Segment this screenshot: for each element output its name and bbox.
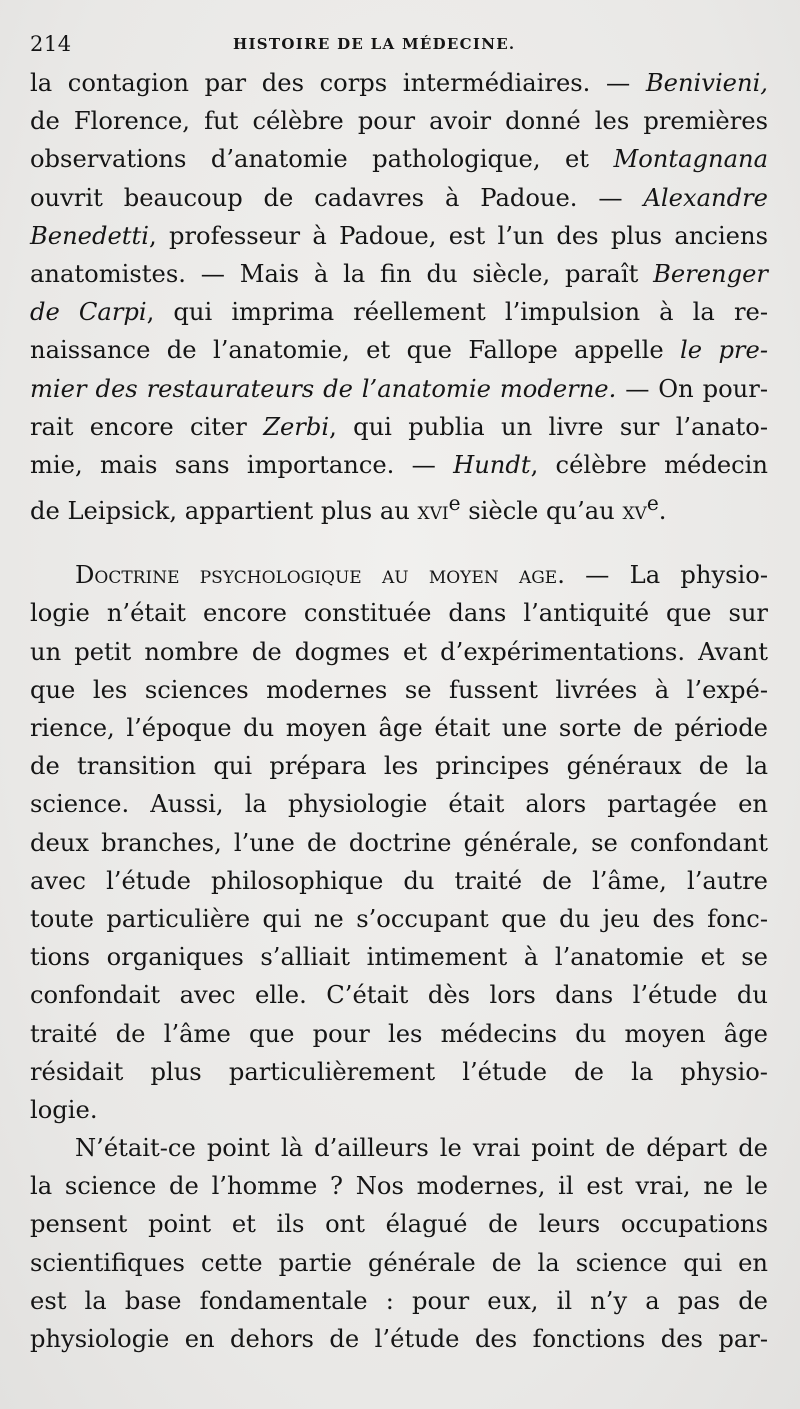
text-line: naissance de l’anatomie, et que Fallope appelle le pre- [30, 336, 768, 365]
name-benivieni: Benivieni, [645, 69, 768, 97]
text-line: de Leipsick, appartient plus au xvi$^e$ siècle qu’au $xv^e$. [30, 491, 667, 526]
name-montagnana: Montagnana [613, 145, 768, 174]
section-heading: Doctrine psychologique au moyen age. [75, 561, 565, 590]
text-line: la science de l’homme ? Nos modernes, il est vrai, ne le [30, 1172, 768, 1201]
text-line: rience, l’époque du moyen âge était une sorte de période [30, 714, 768, 742]
text-line: rait encore citer Zerbi, qui publia un livre sur l’anato- [30, 412, 768, 441]
running-title: HISTOIRE DE LA MÉDECINE. [233, 35, 516, 53]
text-line: est la base fondamentale : pour eux, il n’y a pas de [30, 1286, 768, 1315]
text-line: résidait plus particulièrement l’étude de la physio- [30, 1057, 768, 1086]
text-line: physiologie en dehors de l’étude des fonctions des par- [30, 1325, 768, 1353]
text-line: logie. [30, 1095, 98, 1124]
text-line: scientifiques cette partie générale de la science qui en [30, 1248, 768, 1277]
body-text [30, 64, 768, 1358]
text-line: pensent point et ils ont élagué de leurs occupations [30, 1210, 768, 1239]
name-alexandre: Alexandre [643, 183, 768, 212]
name-benedetti: Benedetti [30, 221, 149, 250]
name-zerbi: Zerbi [263, 412, 330, 441]
text-line: que les sciences modernes se fussent livrées à l’expé- [30, 675, 768, 704]
paragraph-anatomists [30, 64, 768, 526]
page-number: 214 [30, 32, 72, 56]
text-line: deux branches, l’une de doctrine générale, se confondant [30, 828, 768, 857]
name-berenger: Berenger [653, 259, 768, 288]
text-line: traité de l’âme que pour les médecins du moyen âge [30, 1019, 768, 1048]
text-line: mie, mais sans importance. — Hundt, célèbre médecin [30, 450, 768, 479]
text-line: confondait avec elle. C’était dès lors dans l’étude du [30, 981, 768, 1010]
text-line: logie n’était encore constituée dans l’antiquité que sur [30, 599, 768, 628]
running-head [30, 28, 770, 62]
text-line: N’était-ce point là d’ailleurs le vrai point de départ de [75, 1134, 768, 1163]
text-line: anatomistes. — Mais à la fin du siècle, paraît Berenger [30, 259, 768, 288]
text-line: science. Aussi, la physiologie était alors partagée en [30, 790, 768, 819]
text-line: ouvrit beaucoup de cadavres à Padoue. — Alexandre [30, 183, 768, 212]
century-16: xvi [417, 497, 449, 526]
text-line: avec l’étude philosophique du traité de l’âme, l’autre [30, 866, 768, 895]
text-line: la contagion par des corps intermédiaires. — Benivieni, [30, 69, 768, 97]
name-de-carpi: de Carpi [30, 298, 147, 327]
text-line: de transition qui prépara les principes généraux de la [30, 752, 768, 781]
quote-fallope-start: le pre- [680, 336, 768, 365]
text-line: de Carpi, qui imprima réellement l’impulsion à la re- [30, 298, 768, 327]
century-15: xv [622, 497, 647, 526]
paragraph-science-of-man [30, 1129, 768, 1358]
name-hundt: Hundt [453, 450, 531, 479]
text-line: tions organiques s’alliait intimement à l’anatomie et se [30, 943, 768, 972]
text-line: de Florence, fut célèbre pour avoir donné les premières [30, 107, 768, 136]
text-line: un petit nombre de dogmes et d’expérimentations. Avant [30, 637, 768, 666]
text-line: Benedetti, professeur à Padoue, est l’un des plus anciens [30, 221, 768, 250]
paragraph-doctrine [30, 556, 768, 1129]
quote-fallope-end: mier des restaurateurs de l’anatomie moderne. [30, 374, 617, 403]
text-line: observations d’anatomie pathologique, et Montagnana [30, 145, 768, 174]
text-line: Doctrine psychologique au moyen age. — La physio- [75, 561, 768, 590]
text-line: toute particulière qui ne s’occupant que du jeu des fonc- [30, 904, 768, 933]
text-line: mier des restaurateurs de l’anatomie moderne. — On pour- [30, 374, 768, 403]
